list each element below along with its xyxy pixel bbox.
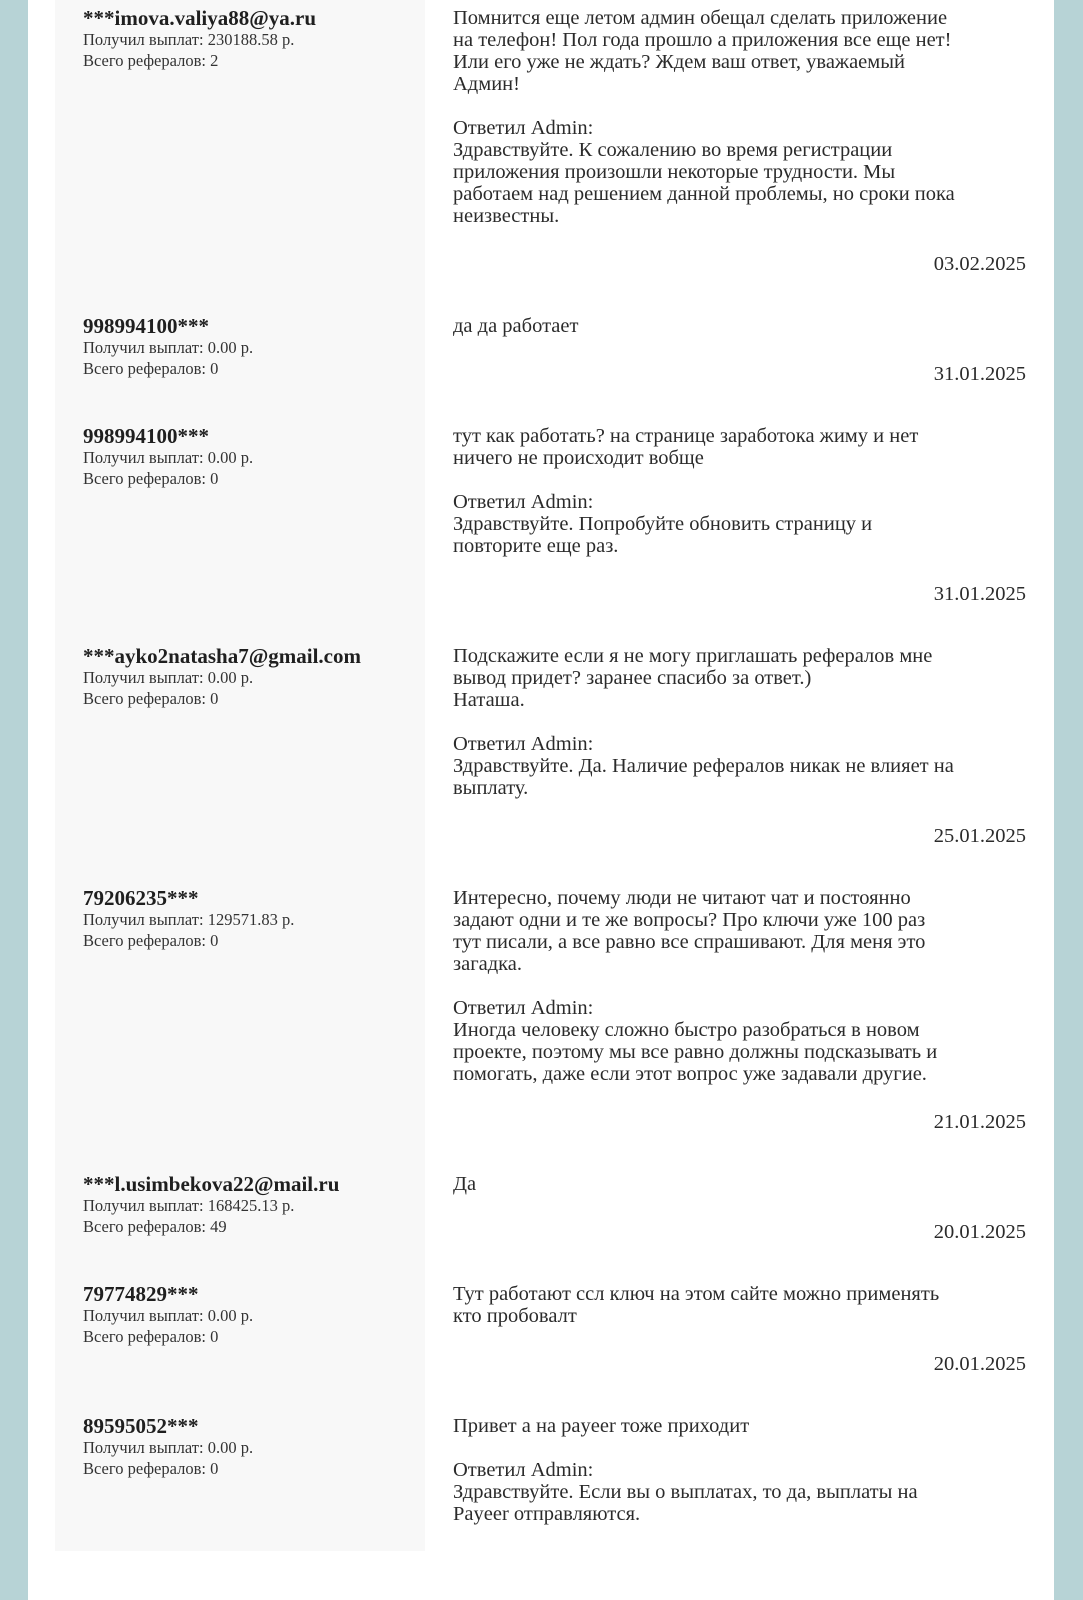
comment-body xyxy=(425,638,1054,880)
comment-author-name: ***imova.valiya88@ya.ru xyxy=(83,6,317,30)
comment-row xyxy=(28,880,1054,1166)
comment-author-payouts xyxy=(83,447,425,468)
comment-text: тут как работать? на странице заработока жиму и нет ничего не происходит вобще xyxy=(453,425,919,469)
payouts-value: 0.00 р. xyxy=(207,1306,254,1325)
referrals-label: Всего рефералов: xyxy=(83,1327,211,1346)
admin-reply-label: Ответил Admin: xyxy=(453,733,594,755)
referrals-value: 0 xyxy=(210,469,219,488)
comment-date: 31.01.2025 xyxy=(933,583,1026,605)
comment-author-info xyxy=(55,418,425,638)
comment-row xyxy=(28,418,1054,638)
comment-author-payouts xyxy=(83,29,425,50)
comment-author-info xyxy=(55,638,425,880)
comment-row xyxy=(28,638,1054,880)
comment-author-payouts xyxy=(83,667,425,688)
comment-author-referrals xyxy=(83,50,425,71)
payouts-label: Получил выплат: xyxy=(83,1196,208,1215)
comment-author-referrals xyxy=(83,930,425,951)
referrals-label: Всего рефералов: xyxy=(83,1459,211,1478)
referrals-label: Всего рефералов: xyxy=(83,689,211,708)
payouts-label: Получил выплат: xyxy=(83,448,208,467)
payouts-value: 0.00 р. xyxy=(207,338,254,357)
referrals-value: 0 xyxy=(210,359,219,378)
referrals-value: 0 xyxy=(210,931,219,950)
comment-author-info xyxy=(55,880,425,1166)
comment-author-referrals xyxy=(83,1458,425,1479)
comment-author-info xyxy=(55,308,425,418)
comments-page xyxy=(28,0,1054,1600)
admin-reply-text: Здравствуйте. Попробуйте обновить страницу и повторите еще раз. xyxy=(453,513,873,557)
payouts-value: 168425.13 р. xyxy=(207,1196,295,1215)
comment-date: 25.01.2025 xyxy=(933,825,1026,847)
admin-reply xyxy=(453,117,1026,227)
comment-text: да да работает xyxy=(453,315,579,337)
comment-author-payouts xyxy=(83,1305,425,1326)
admin-reply xyxy=(453,733,1026,799)
comment-author-payouts xyxy=(83,337,425,358)
admin-reply-text: Здравствуйте. Да. Наличие рефералов никак не влияет на выплату. xyxy=(453,755,954,799)
payouts-label: Получил выплат: xyxy=(83,1306,208,1325)
comment-author-referrals xyxy=(83,468,425,489)
comment-author-payouts xyxy=(83,909,425,930)
comment-body xyxy=(425,1166,1054,1276)
comment-author-referrals xyxy=(83,358,425,379)
comment-text: Да xyxy=(453,1173,477,1195)
admin-reply-text: Иногда человеку сложно быстро разобраться в новом проекте, поэтому мы все равно должны подсказывать и помогать, даже если этот вопрос уже задавали другие. xyxy=(453,1019,938,1085)
comment-body xyxy=(425,418,1054,638)
payouts-value: 129571.83 р. xyxy=(207,910,295,929)
payouts-label: Получил выплат: xyxy=(83,338,208,357)
comment-author-info xyxy=(55,1408,425,1551)
comment-row xyxy=(28,1408,1054,1551)
payouts-label: Получил выплат: xyxy=(83,30,208,49)
admin-reply-label: Ответил Admin: xyxy=(453,491,594,513)
referrals-value: 0 xyxy=(210,689,219,708)
referrals-value: 49 xyxy=(210,1217,227,1236)
comment-author-name: 89595052*** xyxy=(83,1414,199,1438)
comment-row xyxy=(28,1276,1054,1408)
referrals-value: 0 xyxy=(210,1459,219,1478)
comment-author-payouts xyxy=(83,1437,425,1458)
comment-author-name: 79206235*** xyxy=(83,886,199,910)
comment-body xyxy=(425,1408,1054,1551)
comment-author-name: 998994100*** xyxy=(83,314,209,338)
comment-body xyxy=(425,1276,1054,1408)
comment-date: 20.01.2025 xyxy=(933,1221,1026,1243)
comment-author-info xyxy=(55,0,425,308)
payouts-value: 0.00 р. xyxy=(207,448,254,467)
payouts-value: 230188.58 р. xyxy=(207,30,295,49)
comment-row xyxy=(28,308,1054,418)
comments-list xyxy=(28,0,1054,1551)
referrals-label: Всего рефералов: xyxy=(83,359,211,378)
comment-author-referrals xyxy=(83,1326,425,1347)
comment-author-referrals xyxy=(83,688,425,709)
admin-reply-label: Ответил Admin: xyxy=(453,1459,594,1481)
comment-author-info xyxy=(55,1166,425,1276)
payouts-label: Получил выплат: xyxy=(83,668,208,687)
comment-date: 20.01.2025 xyxy=(933,1353,1026,1375)
comment-date: 31.01.2025 xyxy=(933,363,1026,385)
comment-body xyxy=(425,308,1054,418)
comment-author-name: 79774829*** xyxy=(83,1282,199,1306)
referrals-value: 0 xyxy=(210,1327,219,1346)
admin-reply-label: Ответил Admin: xyxy=(453,117,594,139)
comment-row xyxy=(28,1166,1054,1276)
admin-reply xyxy=(453,1459,1026,1525)
comment-author-payouts xyxy=(83,1195,425,1216)
referrals-label: Всего рефералов: xyxy=(83,51,211,70)
comment-author-info xyxy=(55,1276,425,1408)
payouts-value: 0.00 р. xyxy=(207,1438,254,1457)
comment-text: Интересно, почему люди не читают чат и постоянно задают одни и те же вопросы? Про ключи уже 100 раз тут писали, а все равно все спрашивают. Для меня это загадка. xyxy=(453,887,926,975)
comment-text: Помнится еще летом админ обещал сделать приложение на телефон! Пол года прошло а приложения все еще нет! Или его уже не ждать? Ждем ваш ответ, уважаемый Админ! xyxy=(453,7,952,95)
comment-body xyxy=(425,0,1054,308)
referrals-value: 2 xyxy=(210,51,219,70)
admin-reply xyxy=(453,997,1026,1085)
admin-reply xyxy=(453,491,1026,557)
admin-reply-text: Здравствуйте. К сожалению во время регистрации приложения произошли некоторые трудности. Мы работаем над решением данной проблемы, но сроки пока неизвестны. xyxy=(453,139,955,227)
comment-date: 03.02.2025 xyxy=(933,253,1026,275)
payouts-label: Получил выплат: xyxy=(83,1438,208,1457)
admin-reply-label: Ответил Admin: xyxy=(453,997,594,1019)
referrals-label: Всего рефералов: xyxy=(83,1217,211,1236)
referrals-label: Всего рефералов: xyxy=(83,469,211,488)
comment-author-referrals xyxy=(83,1216,425,1237)
comment-author-name: ***ayko2natasha7@gmail.com xyxy=(83,644,361,668)
comment-text: Подскажите если я не могу приглашать рефералов мне вывод придет? заранее спасибо за ответ.) Наташа. xyxy=(453,645,933,711)
admin-reply-text: Здравствуйте. Если вы о выплатах, то да, выплаты на Payeer отправляются. xyxy=(453,1481,918,1525)
comment-body xyxy=(425,880,1054,1166)
comment-author-name: 998994100*** xyxy=(83,424,209,448)
payouts-label: Получил выплат: xyxy=(83,910,208,929)
payouts-value: 0.00 р. xyxy=(207,668,254,687)
comment-row xyxy=(28,0,1054,308)
comment-date: 21.01.2025 xyxy=(933,1111,1026,1133)
comment-text: Тут работают ссл ключ на этом сайте можно применять кто пробовалт xyxy=(453,1283,940,1327)
referrals-label: Всего рефералов: xyxy=(83,931,211,950)
comment-author-name: ***l.usimbekova22@mail.ru xyxy=(83,1172,340,1196)
comment-text: Привет а на payeer тоже приходит xyxy=(453,1415,750,1437)
